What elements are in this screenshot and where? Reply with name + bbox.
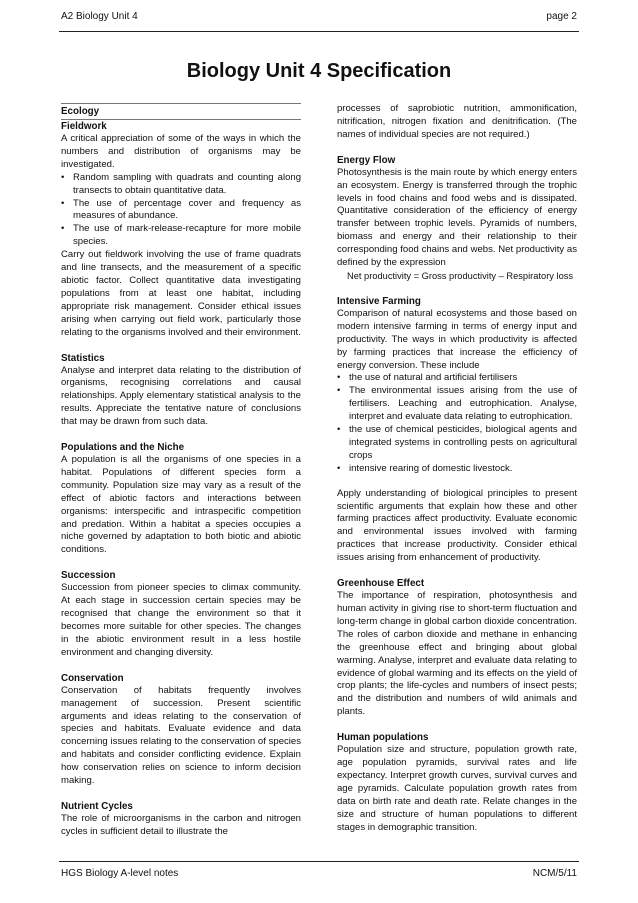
- left-column: [61, 103, 301, 839]
- section-conservation: [61, 672, 301, 788]
- section-nutrient-cycles-continued: [337, 103, 577, 142]
- section-succession: [61, 569, 301, 659]
- nutrient-cycles-continued-body: processes of saprobiotic nutrition, ammonification, nitrification, nitrogen fixation and denitrification. (The names of individual species are not required.): [337, 103, 577, 140]
- section-energy-flow: [337, 154, 577, 283]
- conservation-heading: Conservation: [61, 672, 124, 684]
- list-item: • intensive rearing of domestic livestock.: [337, 463, 577, 476]
- succession-body: Succession from pioneer species to climax community. At each stage in succession certain species may be recognised that change the environment so that it becomes more suitable for other species. The changes in the abiotic environment result in a less hostile environment and changing diversity.: [61, 582, 301, 658]
- section-statistics: [61, 352, 301, 430]
- section-nutrient-cycles: [61, 800, 301, 839]
- list-item: • the use of chemical pesticides, biological agents and integrated systems in controlling pests on agricultural crops: [337, 424, 577, 463]
- section-intensive-farming: [337, 295, 577, 565]
- header-divider: [59, 31, 579, 32]
- net-productivity-formula: Net productivity = Gross productivity – Respiratory loss: [347, 270, 574, 281]
- section-populations: [61, 441, 301, 557]
- header-course-label: A2 Biology Unit 4: [61, 11, 138, 22]
- greenhouse-heading: Greenhouse Effect: [337, 578, 425, 590]
- list-item: • Random sampling with quadrats and counting along transects to obtain quantitative data.: [61, 172, 301, 198]
- intensive-farming-heading: Intensive Farming: [337, 295, 421, 307]
- succession-heading: Succession: [61, 570, 116, 582]
- header-page-number: page 2: [546, 11, 577, 22]
- populations-heading: Populations and the Niche: [61, 442, 185, 454]
- ecology-top-rule: [61, 103, 301, 104]
- ecology-heading: Ecology: [61, 105, 301, 120]
- human-populations-heading: Human populations: [337, 732, 429, 744]
- right-column: [337, 103, 577, 835]
- intensive-farming-intro: Comparison of natural ecosystems and those based on modern intensive farming in terms of energy input and productivity. The ways in which productivity is affected by farming practices that increase the efficiency of energy conversion. These include: [337, 307, 577, 371]
- statistics-heading: Statistics: [61, 352, 105, 364]
- nutrient-cycles-body: The role of microorganisms in the carbon and nitrogen cycles in sufficient detail to illustrate the: [61, 812, 301, 837]
- section-fieldwork: [61, 120, 301, 340]
- nutrient-cycles-heading: Nutrient Cycles: [61, 800, 133, 812]
- footer-reference-code: NCM/5/11: [532, 868, 577, 879]
- list-item: • The use of mark-release-recapture for more mobile species.: [61, 223, 301, 249]
- fieldwork-heading: Fieldwork: [61, 121, 107, 132]
- footer-divider: [59, 861, 579, 862]
- energy-flow-body: Photosynthesis is the main route by which energy enters an ecosystem. Energy is transferred through the trophic levels in food chains and food webs and is dissipated. Quantitative consideration of the efficiency of energy transfer between trophic levels. Pyramids of numbers, biomass and energy and their relationship to their corresponding food chains and webs. Net productivity as defined by the expression: [337, 166, 577, 269]
- fieldwork-body: Carry out fieldwork involving the use of frame quadrats and line transects, and the measurement of a specific abiotic factor. Collect quantitative data investigating populations from at least one habitat, including appropriate risk management. Consider ethical issues arising when carrying out field work, particularly those relating to the organisms involved and their environment.: [61, 249, 301, 338]
- list-item: • the use of natural and artificial fertilisers: [337, 372, 577, 385]
- populations-body: A population is all the organisms of one species in a habitat. Populations of different species form a community. Population size may vary as a result of the effect of abiotic factors and interactions between organisms: interspecific and intraspecific competition and predation. Within a habitat a species occupies a niche governed by adaptation to both biotic and abiotic conditions.: [61, 454, 301, 556]
- section-human-populations: [337, 731, 577, 834]
- energy-flow-heading: Energy Flow: [337, 154, 396, 166]
- list-item: • The use of percentage cover and frequency as measures of abundance.: [61, 198, 301, 224]
- conservation-body: Conservation of habitats frequently involves management of succession. Present scientific arguments and ideas relating to the conservation of species and habitats. Evaluate evidence and data concerning issues relating to the conservation of species and habitats and consider conflicting evidence. Explain how conservation relies on science to inform decision making.: [61, 684, 301, 787]
- page-title: Biology Unit 4 Specification: [186, 60, 452, 82]
- intensive-farming-bullet-list: [337, 372, 577, 475]
- fieldwork-bullet-list: [61, 172, 301, 249]
- section-greenhouse-effect: [337, 577, 577, 719]
- list-item: • The environmental issues arising from the use of fertilisers. Leaching and eutrophication. Analyse, interpret and evaluate data relating to eutrophication.: [337, 385, 577, 424]
- footer-notes-label: HGS Biology A-level notes: [61, 868, 179, 879]
- greenhouse-body: The importance of respiration, photosynthesis and human activity in giving rise to short-term fluctuation and long-term change in global carbon dioxide concentration. The roles of carbon dioxide and methane in enhancing the greenhouse effect and bringing about global warming. Analyse, interpret and evaluate data relating to evidence of global warming and its effects on the yield of crop plants; the life-cycles and numbers of insect pests; and the distribution and numbers of wild animals and plants.: [337, 590, 577, 718]
- fieldwork-intro: A critical appreciation of some of the ways in which the numbers and distribution of organisms may be investigated.: [61, 133, 301, 170]
- section-ecology: [61, 103, 301, 120]
- statistics-body: Analyse and interpret data relating to the distribution of organisms, recognising correlations and causal relationships. Apply elementary statistical analysis to the results. Appreciate the tentative nature of conclusions that may be drawn from such data.: [61, 364, 301, 428]
- intensive-farming-body: Apply understanding of biological principles to present scientific arguments that explain how these and other farming practices affect productivity. Evaluate economic and environmental issues involved with farming practices that increase productivity. Consider ethical issues arising from enhancement of productivity.: [337, 487, 577, 564]
- human-populations-body: Population size and structure, population growth rate, age population pyramids, survival rates and life expectancy. Interpret growth curves, survival curves and age pyramids. Calculate population growth rates from data on birth rate and death rate. Relate changes in the size and structure of human populations to different stages in demographic transition.: [337, 744, 577, 833]
